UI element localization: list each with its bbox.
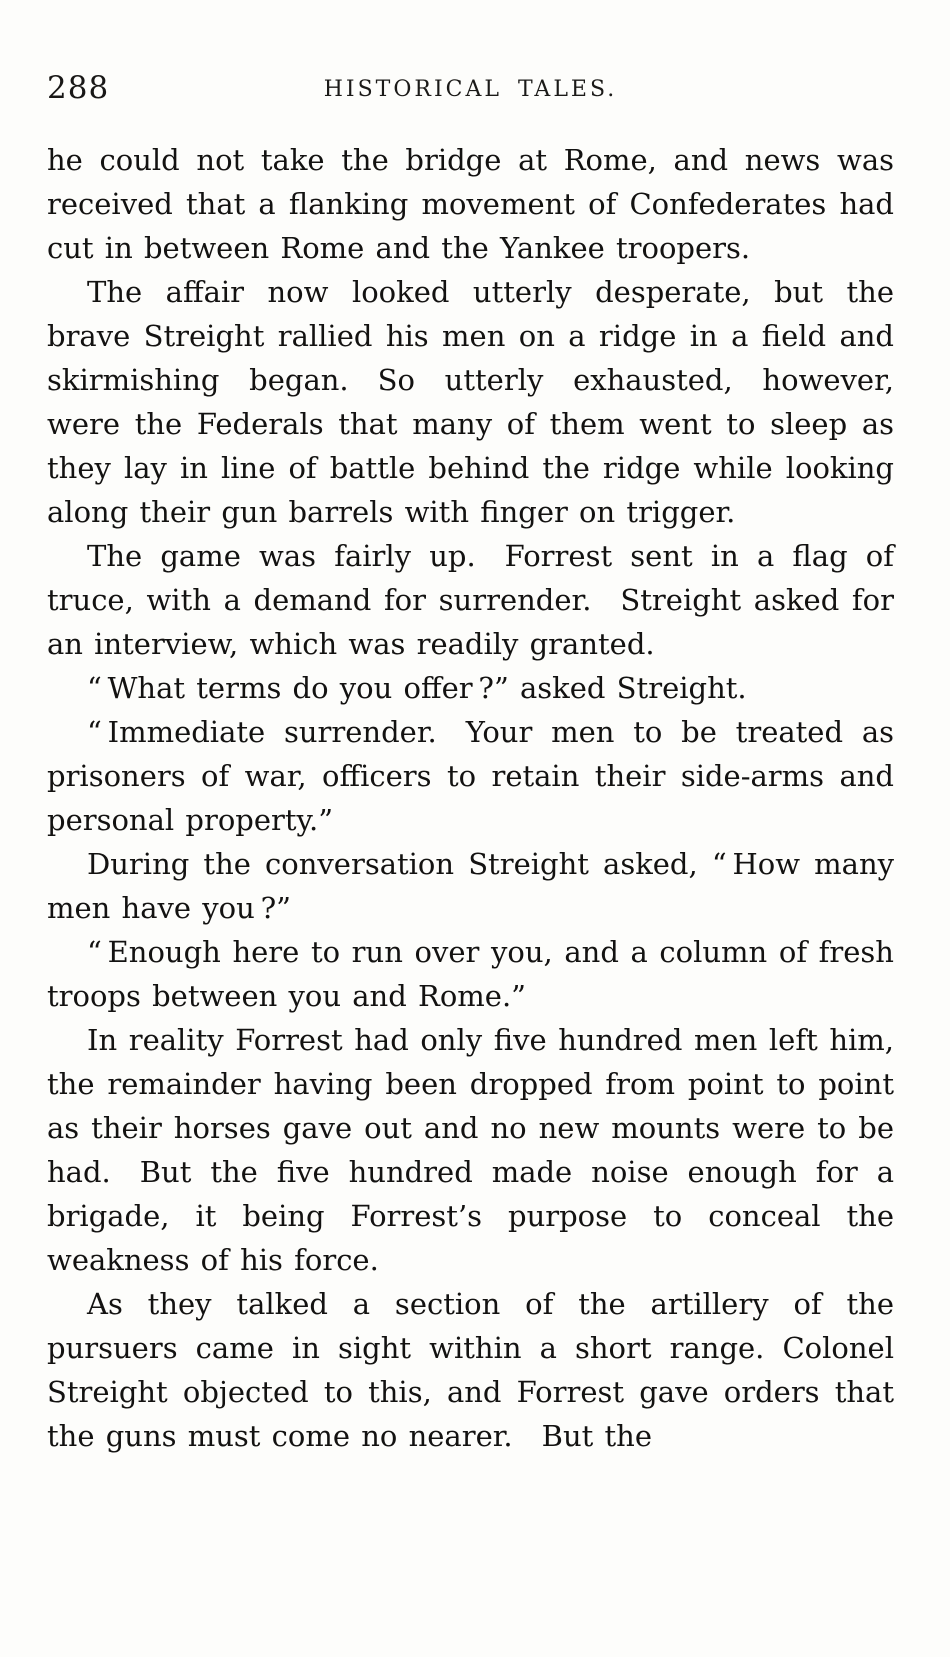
running-title: HISTORICAL TALES. <box>323 77 618 102</box>
paragraph: In reality Forrest had only five hundred men left him, the remainder having been dropped from point to point as their horses gave out and no new mounts were to be had. But the five hundred made noise enough for a brigade, it being Forrest’s purpose to conceal the weakness of his force. <box>47 1023 894 1277</box>
paragraph: The game was fairly up. Forrest sent in a flag of truce, with a demand for surrender. Streight asked for an interview, which was readily granted. <box>47 539 894 661</box>
paragraph: “ What terms do you offer ?” asked Streight. <box>87 671 747 705</box>
paragraph: As they talked a section of the artillery of the pursuers came in sight within a short range. Colonel Streight objected to this, and Forrest gave orders that the guns must come no nearer. But the <box>47 1287 894 1453</box>
paragraph: During the conversation Streight asked, “ How many men have you ?” <box>47 847 894 925</box>
paragraph: he could not take the bridge at Rome, and news was received that a flanking movement of Confederates had cut in between Rome and the Yankee troopers. <box>47 143 894 265</box>
page-number: 288 <box>47 70 110 106</box>
paragraph: “ Enough here to run over you, and a column of fresh troops between you and Rome.” <box>47 935 894 1013</box>
paragraph: The affair now looked utterly desperate, but the brave Streight rallied his men on a ridge in a field and skirmishing began. So utterly exhausted, however, were the Federals that many of them went to sleep as they lay in line of battle behind the ridge while looking along their gun barrels with finger on trigger. <box>47 275 894 529</box>
page-header-row <box>47 70 894 112</box>
page-body <box>47 138 894 1458</box>
paragraph: “ Immediate surrender. Your men to be treated as prisoners of war, officers to retain their side-arms and personal property.” <box>47 715 894 837</box>
